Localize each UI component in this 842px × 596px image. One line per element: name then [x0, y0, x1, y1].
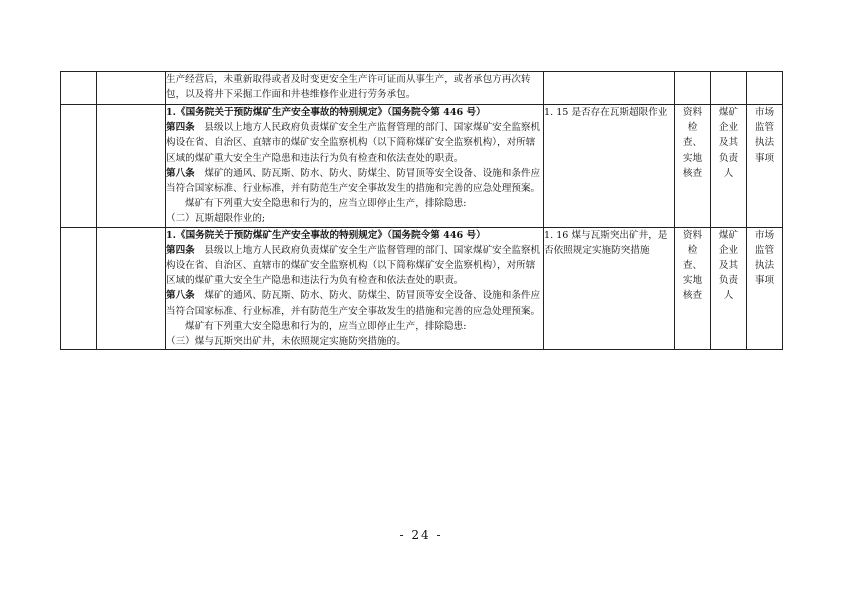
subject-cell: 煤矿企业及其负责人: [711, 105, 747, 228]
basis-continuation: 生产经营后，未重新取得或者及时变更安全生产许可证而从事生产，或者承包方再次转包，以及将井下采掘工作面和井巷维修作业进行劳务承包。: [166, 74, 531, 101]
basis-title: 1.《国务院关于预防煤矿生产安全事故的特别规定》（国务院令第 446 号）: [166, 229, 486, 241]
index-cell: [61, 105, 97, 228]
check-item-cell: [544, 72, 675, 105]
method-cell: 资料检查、实地核查: [675, 105, 711, 228]
basis-title: 1.《国务院关于预防煤矿生产安全事故的特别规定》（国务院令第 446 号）: [166, 107, 486, 118]
enforcement-type-cell: 市场监管执法事项: [747, 227, 783, 350]
category-cell: [97, 105, 166, 228]
basis-clause: （二）瓦斯超限作业的;: [166, 213, 266, 225]
basis-paragraph: 煤矿有下列重大安全隐患和行为的，应当立即停止生产，排除隐患:: [185, 198, 467, 210]
article-8-text: 煤矿的通风、防瓦斯、防水、防火、防煤尘、防冒顶等安全设备、设施和条件应当符合国家标准、行业标准，并有防范生产安全事故发生的措施和完善的应急处理预案。: [166, 290, 541, 317]
basis-cell: [166, 227, 544, 350]
article-4-text: 县级以上地方人民政府负责煤矿安全生产监督管理的部门、国家煤矿安全监察机构设在省、自治区、直辖市的煤矿安全监察机构（以下简称煤矿安全监察机构），对所辖区域的煤矿重大安全生产隐患和违法行为负有检查和依法查处的职责。: [166, 244, 541, 287]
article-8-label: 第八条: [166, 167, 195, 179]
category-cell: [97, 72, 166, 105]
check-item-cell: 1. 16 煤与瓦斯突出矿井，是否依照规定实施防突措施: [544, 227, 675, 350]
basis-paragraph: 煤矿有下列重大安全隐患和行为的，应当立即停止生产，排除隐患:: [185, 320, 467, 332]
method-cell: [675, 72, 711, 105]
index-cell: [61, 227, 97, 350]
article-8-text: 煤矿的通风、防瓦斯、防水、防火、防煤尘、防冒顶等安全设备、设施和条件应当符合国家标准、行业标准，并有防范生产安全事故发生的措施和完善的应急处理预案。: [166, 167, 541, 195]
article-4-text: 县级以上地方人民政府负责煤矿安全生产监督管理的部门、国家煤矿安全监察机构设在省、自治区、直辖市的煤矿安全监察机构（以下简称煤矿安全监察机构），对所辖区域的煤矿重大安全生产隐患和违法行为负有检查和依法查处的职责。: [166, 122, 541, 164]
table-row: [61, 72, 783, 105]
regulation-table: [60, 71, 783, 350]
table-row: [61, 227, 783, 350]
article-4-label: 第四条: [166, 244, 195, 256]
subject-cell: [711, 72, 747, 105]
category-cell: [97, 227, 166, 350]
article-4-label: 第四条: [166, 122, 195, 134]
check-item-cell: 1. 15 是否存在瓦斯超限作业: [544, 105, 675, 228]
article-8-label: 第八条: [166, 290, 195, 302]
table-row: [61, 105, 783, 228]
basis-clause: （三）煤与瓦斯突出矿井，未依照规定实施防突措施的。: [166, 336, 406, 348]
enforcement-type-cell: 市场监管执法事项: [747, 105, 783, 228]
subject-cell: 煤矿企业及其负责人: [711, 227, 747, 350]
index-cell: [61, 72, 97, 105]
basis-cell: [166, 72, 544, 105]
method-cell: 资料检查、实地核查: [675, 227, 711, 350]
page-number: - 24 -: [399, 528, 443, 542]
enforcement-type-cell: [747, 72, 783, 105]
basis-cell: [166, 105, 544, 228]
